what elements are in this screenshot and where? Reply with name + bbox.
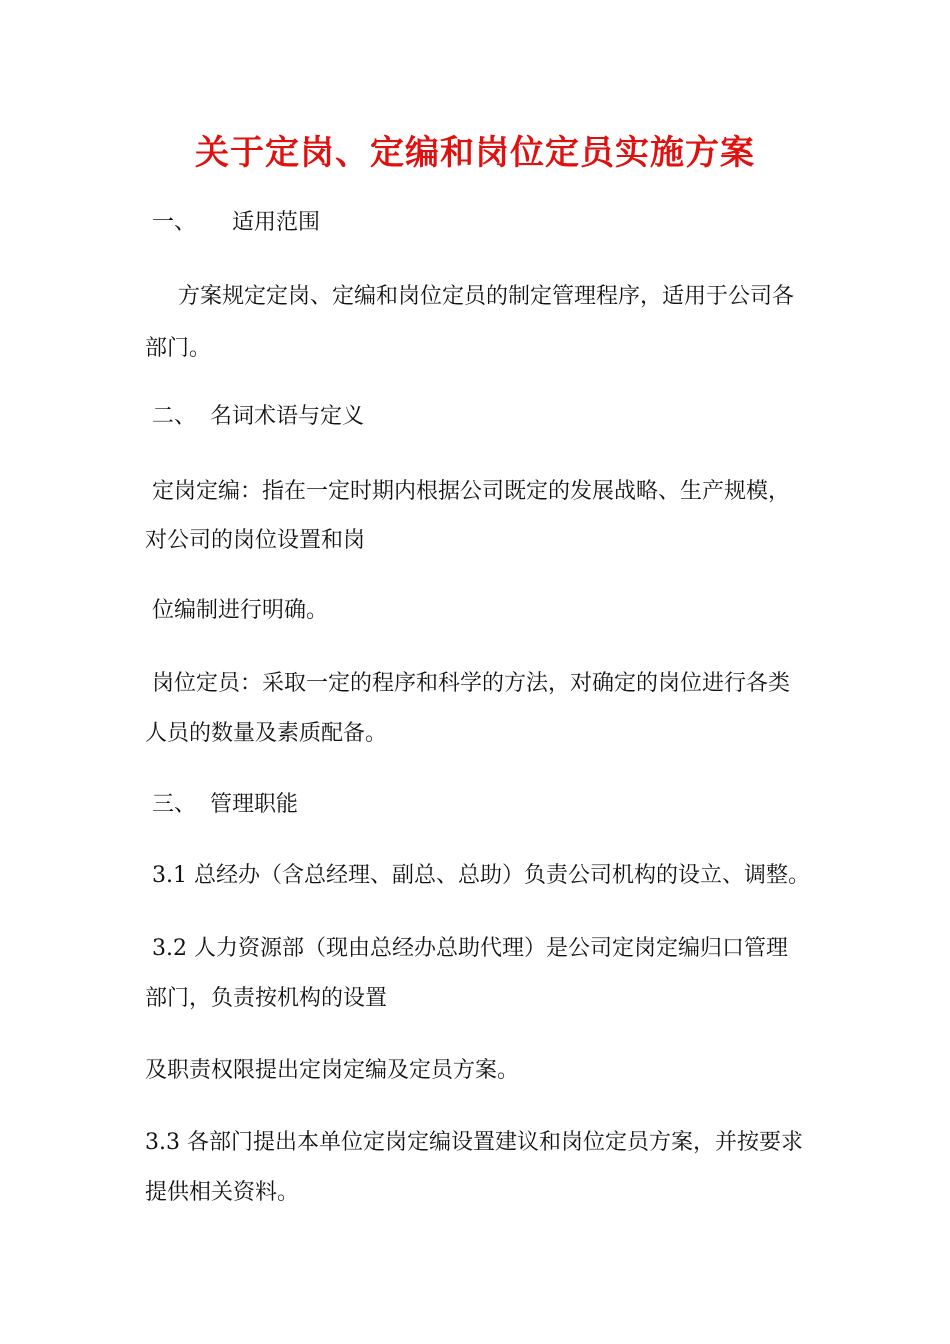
section-title: 名词术语与定义: [210, 404, 365, 429]
paragraph-line: 部门，负责按机构的设置: [145, 986, 388, 1011]
paragraph-line: 部门。: [145, 336, 212, 361]
document-title: 关于定岗、定编和岗位定员实施方案: [195, 133, 755, 173]
section-2-heading: [152, 402, 364, 432]
section-number: 三、: [152, 792, 197, 817]
paragraph-line: 对公司的岗位设置和岗: [145, 528, 366, 553]
paragraph-line: 人员的数量及素质配备。: [145, 721, 388, 746]
section-1-heading: [152, 208, 320, 238]
section-number: 一、: [152, 210, 197, 235]
paragraph-line: 位编制进行明确。: [152, 598, 329, 623]
paragraph-line: 岗位定员：采取一定的程序和科学的方法，对确定的岗位进行各类: [152, 671, 791, 696]
paragraph-line: 3.2 人力资源部（现由总经办总助代理）是公司定岗定编归口管理: [152, 936, 788, 961]
paragraph-line: 3.3 各部门提出本单位定岗定编设置建议和岗位定员方案，并按要求: [145, 1130, 803, 1155]
paragraph-line: 及职责权限提出定岗定编及定员方案。: [145, 1058, 520, 1083]
paragraph-line: 方案规定定岗、定编和岗位定员的制定管理程序，适用于公司各: [178, 284, 795, 309]
paragraph-line: 3.1 总经办（含总经理、副总、总助）负责公司机构的设立、调整。: [152, 863, 810, 888]
section-title: 适用范围: [232, 210, 321, 235]
section-title: 管理职能: [210, 792, 299, 817]
section-number: 二、: [152, 404, 197, 429]
paragraph-line: 提供相关资料。: [145, 1180, 300, 1205]
section-3-heading: [152, 790, 298, 820]
paragraph-line: 定岗定编：指在一定时期内根据公司既定的发展战略、生产规模，: [152, 479, 791, 504]
